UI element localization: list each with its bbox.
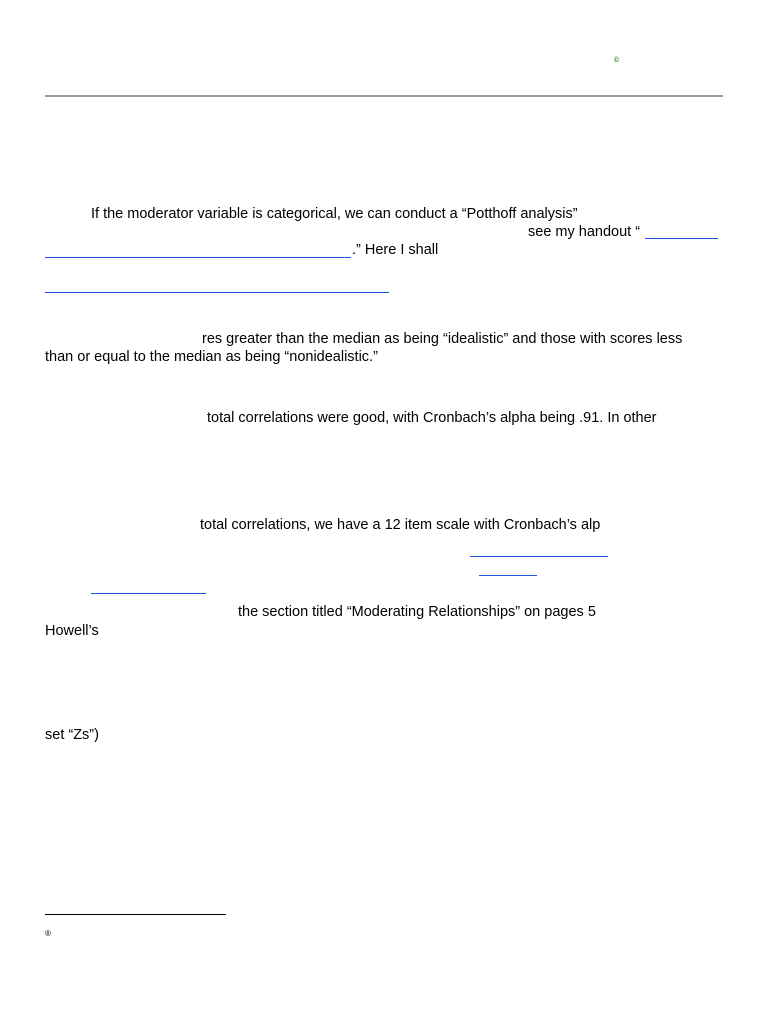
hyperlink-underline[interactable] xyxy=(45,257,351,258)
copyright-icon: © xyxy=(613,57,620,64)
registered-mark: ® xyxy=(45,929,51,938)
paragraph-line: total correlations, we have a 12 item scale with Cronbach’s alp xyxy=(200,517,601,533)
paragraph-line: Howell’s xyxy=(45,623,99,639)
header-divider xyxy=(45,95,723,97)
paragraph-line: set “Zs”) xyxy=(45,727,99,743)
paragraph-line: res greater than the median as being “idealistic” and those with scores less xyxy=(202,331,683,347)
hyperlink-underline[interactable] xyxy=(479,575,537,576)
hyperlink-underline[interactable] xyxy=(45,292,389,293)
hyperlink-underline[interactable] xyxy=(645,238,718,239)
paragraph-line: see my handout “ xyxy=(528,224,641,240)
paragraph-line: .” Here I shall xyxy=(352,242,439,258)
hyperlink-underline[interactable] xyxy=(91,593,206,594)
paragraph-line: If the moderator variable is categorical, we can conduct a “Potthoff analysis” xyxy=(91,206,578,222)
footnote-separator xyxy=(45,914,226,915)
hyperlink-underline[interactable] xyxy=(470,556,608,557)
paragraph-line: total correlations were good, with Cronbach’s alpha being .91. In other xyxy=(207,410,657,426)
paragraph-line: the section titled “Moderating Relationships” on pages 5 xyxy=(238,604,596,620)
paragraph-line: than or equal to the median as being “nonidealistic.” xyxy=(45,349,378,365)
